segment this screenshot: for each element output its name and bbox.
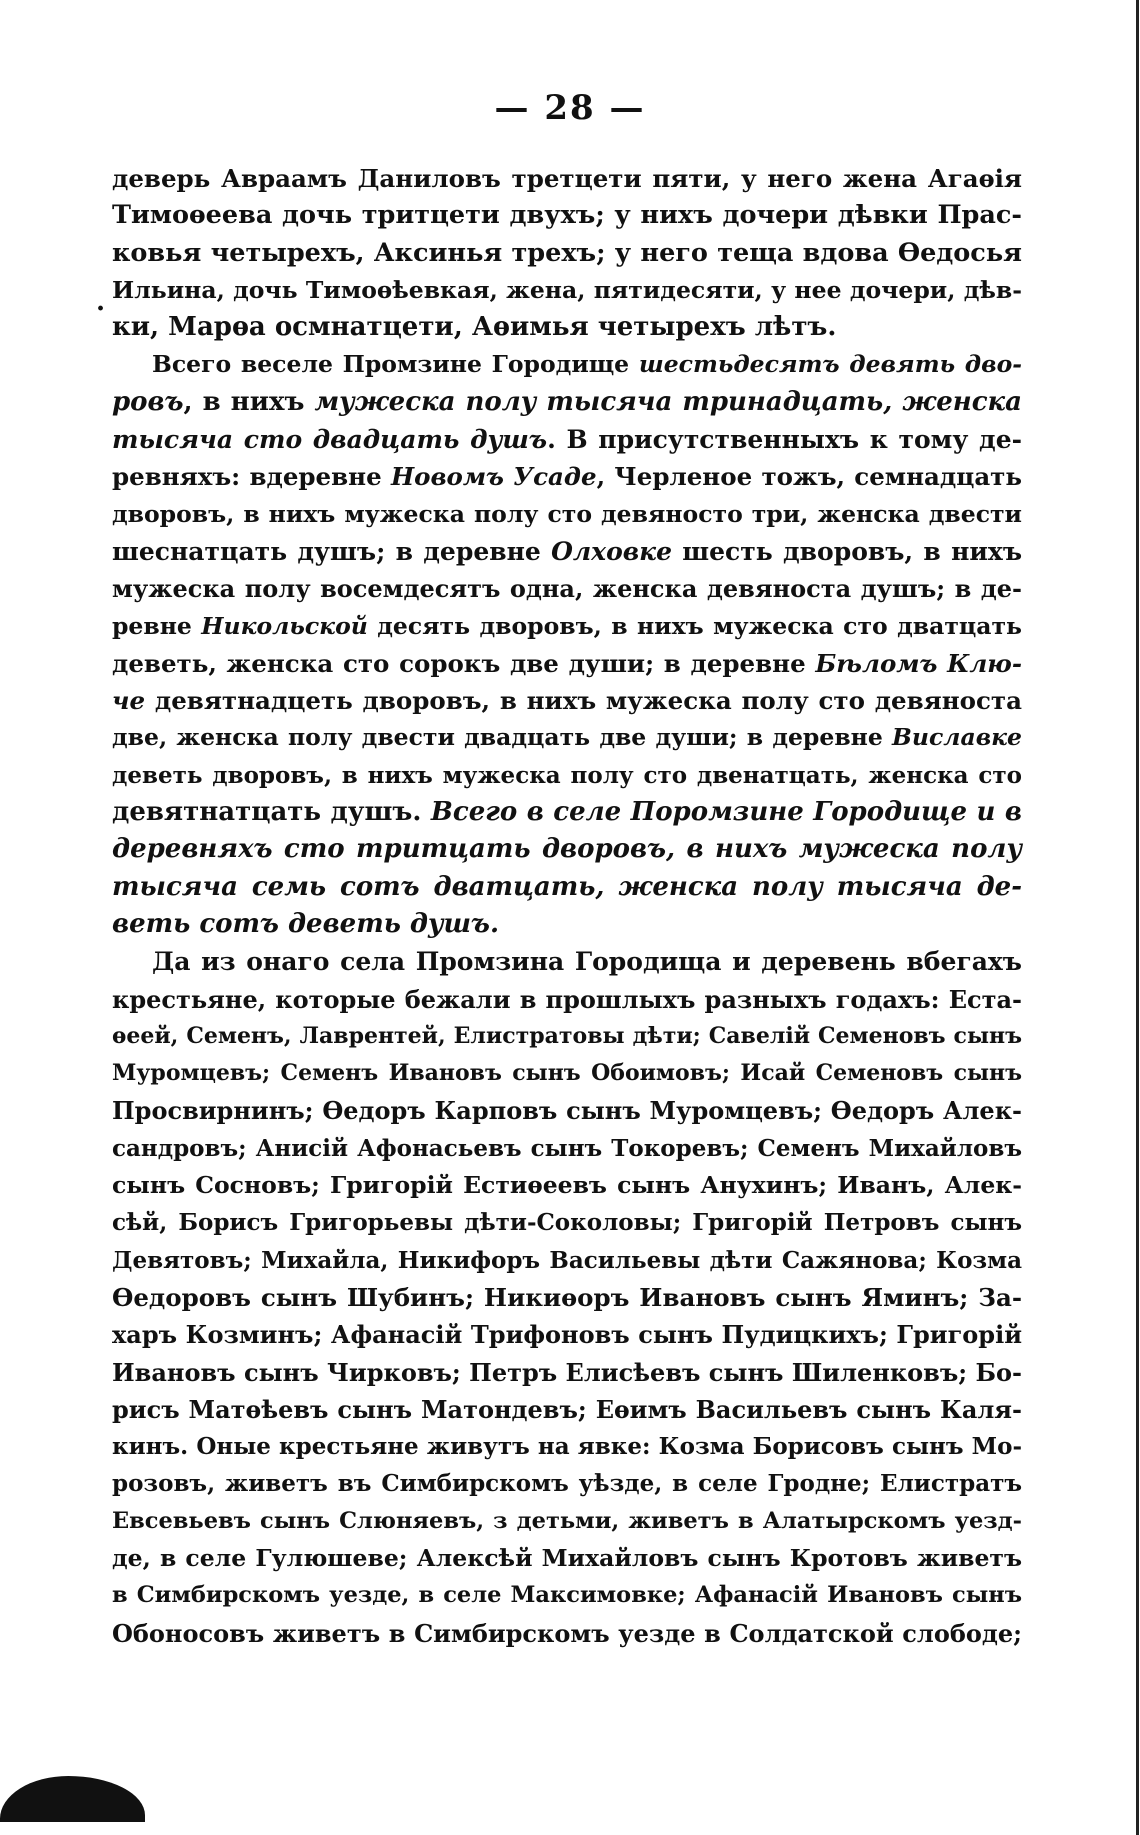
text-line: тысяча семь сотъ дватцать, женска полу тысяча де- [112, 871, 1022, 902]
text-line: розовъ, живетъ въ Симбирскомъ уѣзде, в селе Гродне; Елистратъ [112, 1470, 1022, 1498]
text-line: мужеска полу восемдесятъ одна, женска девяноста душъ; в де- [112, 574, 1022, 604]
text-line: ки, Марѳа осмнатцети, Аѳимья четырехъ лѣтъ. [112, 312, 837, 343]
text-line: харъ Козминъ; Афанасій Трифоновъ сынъ Пудицкихъ; Григорій [112, 1320, 1022, 1350]
text-line: сандровъ; Анисій Афонасьевъ сынъ Токоревъ; Семенъ Михайловъ [112, 1134, 1022, 1162]
text-line: деветь дворовъ, в нихъ мужеска полу сто двенатцать, женска сто [112, 761, 1022, 789]
text-line: крестьяне, которые бежали в прошлыхъ разныхъ годахъ: Еста- [112, 984, 1022, 1014]
text-line: сѣй, Борисъ Григорьевы дѣти-Соколовы; Григорій Петровъ сынъ [112, 1209, 1022, 1237]
text-line: Да из онаго села Промзина Городища и деревень вбегахъ [152, 947, 1022, 977]
page-number: — 28 — [494, 88, 646, 128]
text-line: Ѳедоровъ сынъ Шубинъ; Никиѳоръ Ивановъ сынъ Яминъ; За- [112, 1282, 1022, 1312]
text-line: Обоносовъ живетъ в Симбирскомъ уезде в Солдатской слободе; [112, 1618, 1022, 1648]
text-line: деревняхъ сто тритцать дворовъ, в нихъ мужеска полу [112, 834, 1022, 865]
text-line: деветь, женска сто сорокъ две души; в деревне Бѣломъ Клю- [112, 648, 1022, 678]
text-line: че девятнадцеть дворовъ, в нихъ мужеска полу сто девяноста [112, 686, 1022, 716]
text-line: ѳеей, Семенъ, Лаврентей, Елистратовы дѣти; Савелій Семеновъ сынъ [112, 1022, 1022, 1049]
text-line: де, в селе Гулюшеве; Алексѣй Михайловъ сынъ Кротовъ живетъ [112, 1543, 1022, 1572]
text-line: Тимоѳеева дочь тритцети двухъ; у нихъ дочери дѣвки Прас- [112, 200, 1022, 231]
text-line: две, женска полу двести двадцать две души; в деревне Виславке [112, 723, 1022, 752]
text-line: ревняхъ: вдеревне Новомъ Усаде, Черленое тожъ, семнадцать [112, 462, 1022, 492]
text-line: в Симбирскомъ уезде, в селе Максимовке; Афанасій Ивановъ сынъ [112, 1582, 1022, 1609]
text-line: Просвирнинъ; Ѳедоръ Карповъ сынъ Муромцевъ; Ѳедоръ Алек- [112, 1096, 1022, 1126]
page-edge-line [1136, 0, 1139, 1835]
text-line: Ивановъ сынъ Чирковъ; Петръ Елисѣевъ сынъ Шиленковъ; Бо- [112, 1357, 1022, 1387]
ink-smudge [0, 1776, 145, 1822]
text-line: рисъ Матѳѣевъ сынъ Матондевъ; Еѳимъ Васильевъ сынъ Каля- [112, 1394, 1022, 1424]
text-line: веть сотъ деветь душъ. [112, 908, 500, 939]
text-line: Муромцевъ; Семенъ Ивановъ сынъ Обоимовъ; Исай Семеновъ сынъ [112, 1060, 1022, 1087]
text-line: ровъ, в нихъ мужеска полу тысяча тринадцать, женска [112, 386, 1022, 417]
text-line: Евсевьевъ сынъ Слюняевъ, з детьми, живетъ в Алатырскомъ уезд- [112, 1507, 1022, 1534]
text-line: деверь Авраамъ Даниловъ третцети пяти, у него жена Агаѳія [112, 164, 1022, 193]
text-line: дворовъ, в нихъ мужеска полу сто девяносто три, женска двести [112, 499, 1022, 528]
text-line: ревне Никольской десять дворовъ, в нихъ мужеска сто дватцать [112, 611, 1023, 640]
text-line: ковья четырехъ, Аксинья трехъ; у него теща вдова Ѳедосья [112, 237, 1022, 268]
text-line: девятнатцать душъ. Всего в селе Поромзине Городище и в [112, 797, 1022, 828]
text-line: кинъ. Оные крестьяне живутъ на явке: Козма Борисовъ сынъ Мо- [112, 1433, 1022, 1461]
text-line: Ильина, дочь Тимоѳѣевкая, жена, пятидесяти, у нее дочери, дѣв- [112, 275, 1022, 304]
margin-mark: . [96, 287, 106, 317]
text-line: Всего веселе Промзине Городище шестьдесятъ девять дво- [152, 350, 1022, 379]
text-line: тысяча сто двадцать душъ. В присутственныхъ к тому де- [112, 425, 1022, 455]
text-line: Девятовъ; Михайла, Никифоръ Васильевы дѣти Сажянова; Козма [112, 1246, 1022, 1274]
text-line: сынъ Сосновъ; Григорій Естиѳеевъ сынъ Анухинъ; Иванъ, Алек- [112, 1171, 1022, 1200]
text-line: шеснатцать душъ; в деревне Олховке шесть дворовъ, в нихъ [112, 536, 1022, 566]
document-body [112, 160, 1022, 1652]
